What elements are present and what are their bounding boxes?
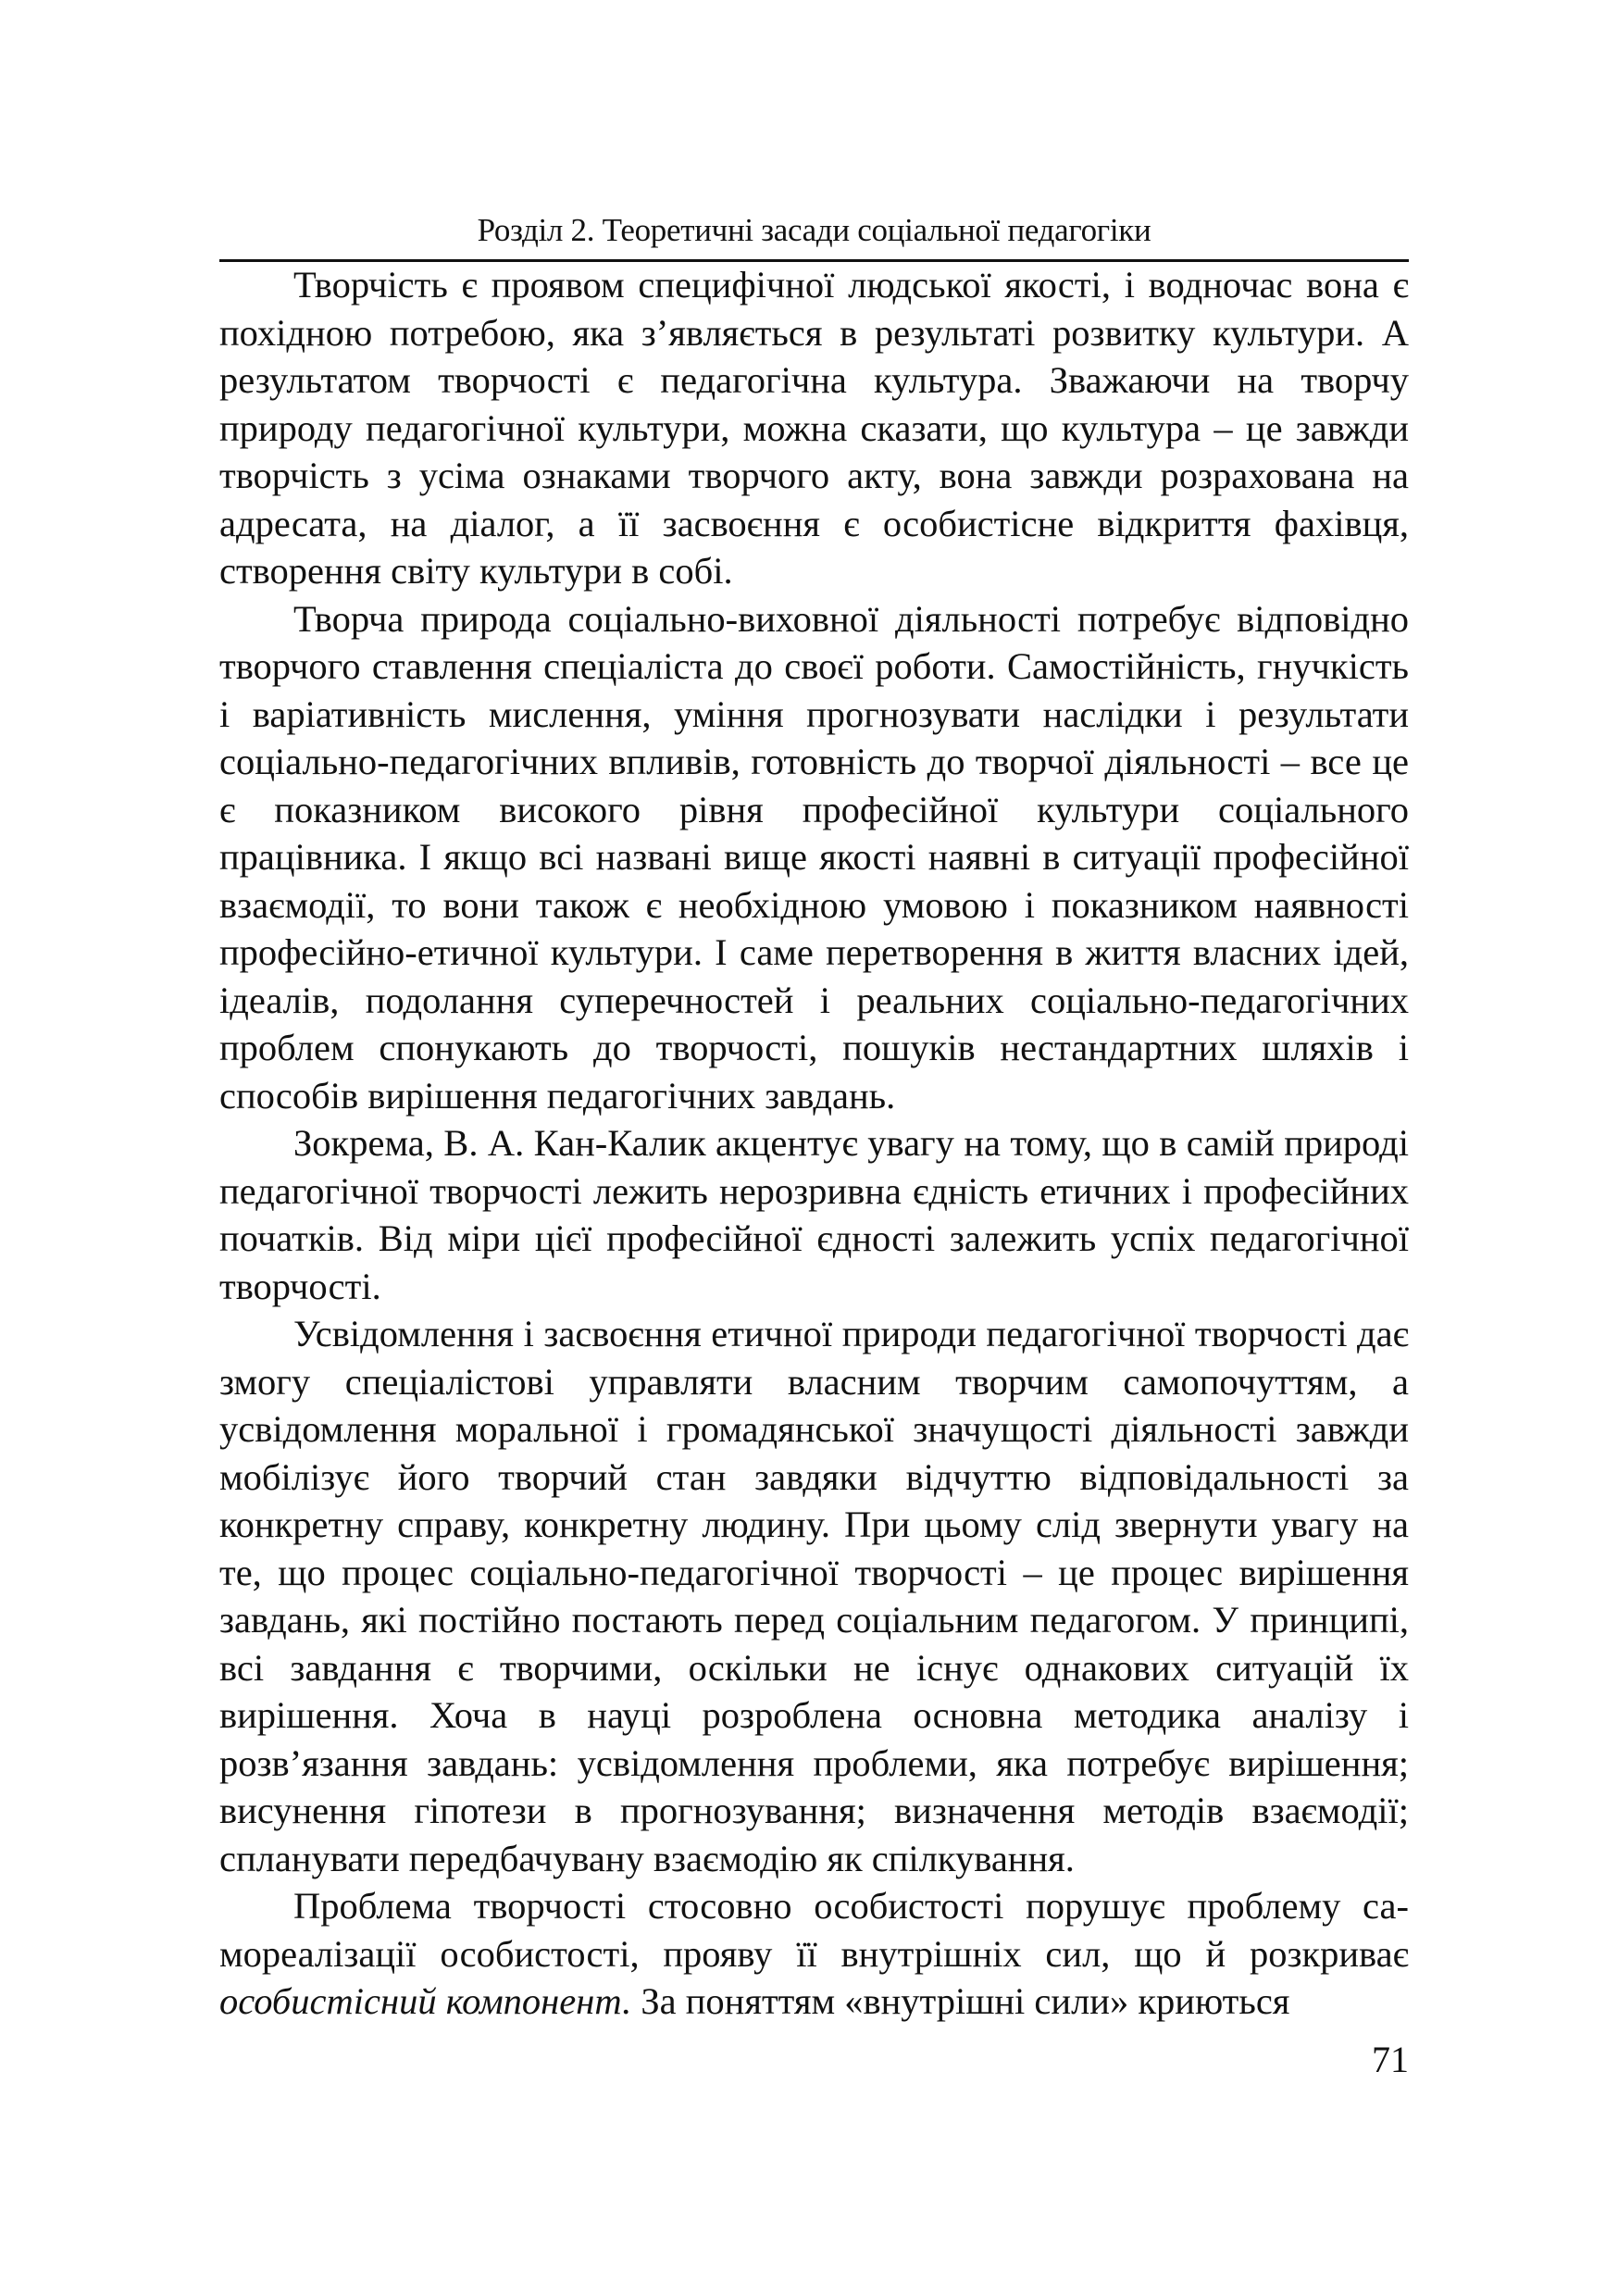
paragraph-5-text-before: Проблема творчості стосовно особистості порушує проблему самореалізації особистості, прояву її внутрішніх сил, що й розкриває xyxy=(219,1885,1409,1975)
paragraph-4: Усвідомлення і засвоєння етичної природи педагогічної творчості дає змогу спеціалістові управляти власним творчим самопочуттям, а усвідомлення моральної і громадянської значущості діяльності завжди мобілізує його творчий стан завдяки відчуттю відповідальності за конкретну справу, конкретну людину. При цьому слід звернути увагу на те, що процес соціально-педагогічної творчості – це процес вирішення завдань, які постійно постають перед соціальним педагогом. У принципі, всі завдання є творчими, оскільки не існує однакових ситуацій їх вирішення. Хоча в науці розроблена основна методика аналізу і розв’язання завдань: усвідомлення проблеми, яка потребує вирішення; висунення гіпотези в прогнозування; визначення методів взаємодії; спланувати передбачувану взаємодію як спілкування. xyxy=(219,1313,1409,1879)
paragraph-2: Творча природа соціально-виховної діяльності потребує відповідно творчого ставлення спеціаліста до своєї роботи. Самостійність, гнучкість і варіативність мислення, уміння прогнозувати наслідки і результати соціально-педагогічних впливів, готовність до творчої діяльності – все це є показником високого рівня професійної культури соціального працівника. І якщо всі названі вище якості наявні в ситуації професійної взаємодії, то вони також є необхідною умовою і показником наявності професійно-етичної культури. І саме перетворення в життя власних ідей, ідеалів, подолання суперечностей і реальних соціально-педагогічних проблем спонукають до творчості, пошуків нестандартних шляхів і способів вирішення педагогічних завдань. xyxy=(219,597,1409,1117)
paragraph-1: Творчість є проявом специфічної людської якості, і водночас вона є похідною потребою, яка з’являється в результаті розвитку культури. А результатом творчості є педагогічна культура. Зважаючи на творчу природу педагогічної культури, можна сказати, що культура – це завжди творчість з усіма ознаками творчого акту, вона завжди розрахована на адресата, на діалог, а її засвоєння є особистісне відкриття фахівця, створення світу культури в собі. xyxy=(219,264,1409,592)
emphasis-term: особистісний компонент. xyxy=(219,1980,632,2022)
running-head: Розділ 2. Теоретичні засади соціальної педагогіки xyxy=(477,212,1151,248)
book-page xyxy=(219,0,1409,2296)
page-number: 71 xyxy=(1372,2039,1409,2080)
paragraph-5-text-after: За поняттям «внутрішні сили» криються xyxy=(631,1980,1290,2022)
body-text xyxy=(219,261,1409,2026)
paragraph-5 xyxy=(219,1882,1409,2026)
paragraph-3: Зокрема, В. А. Кан-Калик акцентує увагу на тому, що в самій природі педагогічної творчості лежить нерозривна єдність етичних і професійних початків. Від міри цієї професійної єдності залежить успіх педагогічної творчості. xyxy=(219,1122,1409,1307)
